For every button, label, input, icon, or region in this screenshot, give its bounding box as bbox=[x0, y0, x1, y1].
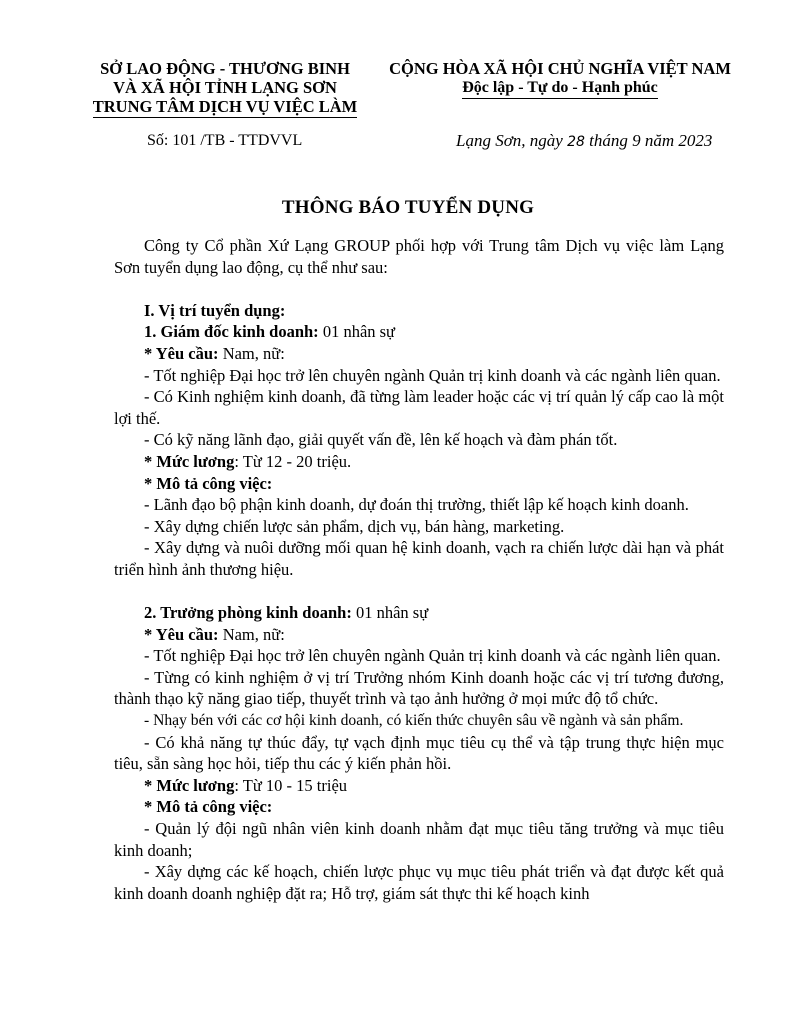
position-1-requirements-heading bbox=[114, 343, 724, 365]
position-2-count: 01 nhân sự bbox=[351, 603, 429, 623]
list-item: - Nhạy bén với các cơ hội kinh doanh, có kiến thức chuyên sâu về ngành và sản phẩm. bbox=[144, 712, 684, 730]
requirements-label: * Yêu cầu: bbox=[144, 624, 219, 644]
list-item: - Xây dựng chiến lược sản phẩm, dịch vụ, bán hàng, marketing. bbox=[144, 516, 565, 536]
date-suffix: tháng 9 năm 2023 bbox=[589, 131, 713, 150]
spacer bbox=[114, 581, 724, 603]
requirements-value: Nam, nữ: bbox=[218, 624, 285, 644]
section-heading-text: I. Vị trí tuyển dụng: bbox=[144, 300, 286, 320]
section-heading bbox=[114, 300, 724, 322]
agency-name-underlined: TRUNG TÂM DỊCH VỤ VIỆC LÀM bbox=[92, 97, 358, 116]
list-item: - Tốt nghiệp Đại học trở lên chuyên ngành Quản trị kinh doanh và các ngành liên quan. bbox=[144, 365, 721, 385]
list-item: - Có Kinh nghiệm kinh doanh, đã từng làm leader hoặc các vị trí quản lý cấp cao là một lợi thế. bbox=[114, 387, 724, 428]
agency-line-3 bbox=[60, 97, 390, 118]
description-label: * Mô tả công việc: bbox=[144, 797, 273, 817]
list-item: - Xây dựng các kế hoạch, chiến lược phục vụ mục tiêu phát triển và đạt được kết quả kinh doanh doanh nghiệp đặt ra; Hỗ trợ, giám sát thực thi kế hoạch kinh bbox=[114, 862, 724, 903]
salary-label: * Mức lương bbox=[144, 451, 235, 471]
requirements-value: Nam, nữ: bbox=[218, 343, 285, 363]
list-item: - Có kỹ năng lãnh đạo, giải quyết vấn đề, lên kế hoạch và đàm phán tốt. bbox=[144, 430, 618, 450]
position-1-count: 01 nhân sự bbox=[318, 322, 395, 342]
position-1-salary bbox=[114, 451, 724, 473]
position-2-label: 2. Trưởng phòng kinh doanh: bbox=[144, 603, 352, 623]
document-body bbox=[114, 235, 724, 904]
list-item: - Quản lý đội ngũ nhân viên kinh doanh nhằm đạt mục tiêu tăng trưởng và mục tiêu kinh doanh; bbox=[114, 819, 724, 860]
list-item: - Có khả năng tự thúc đẩy, tự vạch định mục tiêu cụ thể và tập trung thực hiện mục tiêu, sẵn sàng học hỏi, tiếp thu các ý kiến phản hồi. bbox=[114, 732, 724, 774]
intro-paragraph: Công ty Cổ phần Xứ Lạng GROUP phối hợp với Trung tâm Dịch vụ việc làm Lạng Sơn tuyển dụng lao động, cụ thể như sau: bbox=[114, 236, 724, 277]
position-2-description-heading bbox=[114, 796, 724, 818]
position-2-requirements-heading bbox=[114, 624, 724, 646]
page-title: THÔNG BÁO TUYỂN DỤNG bbox=[281, 197, 535, 218]
description-label: * Mô tả công việc: bbox=[144, 473, 273, 493]
date-prefix: Lạng Sơn, ngày bbox=[456, 131, 563, 150]
document-number: Số: 101 /TB - TTDVVL bbox=[147, 132, 303, 149]
list-item: - Lãnh đạo bộ phận kinh doanh, dự đoán thị trường, thiết lập kế hoạch kinh doanh. bbox=[144, 495, 689, 515]
position-1-title bbox=[114, 321, 724, 343]
position-2-title bbox=[114, 602, 724, 624]
document-header bbox=[0, 0, 791, 160]
motto-line-2 bbox=[385, 78, 735, 99]
agency-line-2: VÀ XÃ HỘI TỈNH LẠNG SƠN bbox=[113, 78, 337, 97]
agency-line-1: SỞ LAO ĐỘNG - THƯƠNG BINH bbox=[100, 59, 350, 78]
spacer bbox=[114, 278, 724, 300]
list-item: - Tốt nghiệp Đại học trở lên chuyên ngành Quản trị kinh doanh và các ngành liên quan. bbox=[144, 646, 721, 666]
date-day-handwritten: 28 bbox=[567, 134, 585, 150]
issuing-agency bbox=[60, 59, 390, 118]
position-2-salary bbox=[114, 775, 724, 797]
salary-label: * Mức lương bbox=[144, 775, 235, 795]
requirements-label: * Yêu cầu: bbox=[144, 343, 219, 363]
position-1-description-heading bbox=[114, 473, 724, 495]
motto-underlined: Độc lập - Tự do - Hạnh phúc bbox=[462, 78, 658, 99]
list-item: - Từng có kinh nghiệm ở vị trí Trưởng nhóm Kinh doanh hoặc các vị trí tương đương, thành thạo kỹ năng giao tiếp, thuyết trình và tạo ảnh hưởng ở mọi mức độ tổ chức. bbox=[114, 667, 724, 709]
motto-line-1: CỘNG HÒA XÃ HỘI CHỦ NGHĨA VIỆT NAM bbox=[389, 59, 731, 78]
salary-value: : Từ 10 - 15 triệu bbox=[234, 775, 348, 795]
position-1-label: 1. Giám đốc kinh doanh: bbox=[144, 322, 319, 342]
document-date bbox=[456, 131, 712, 151]
national-motto bbox=[385, 59, 735, 99]
list-item: - Xây dựng và nuôi dưỡng mối quan hệ kinh doanh, vạch ra chiến lược dài hạn và phát triển hình ảnh thương hiệu. bbox=[114, 538, 724, 579]
salary-value: : Từ 12 - 20 triệu. bbox=[234, 451, 352, 471]
